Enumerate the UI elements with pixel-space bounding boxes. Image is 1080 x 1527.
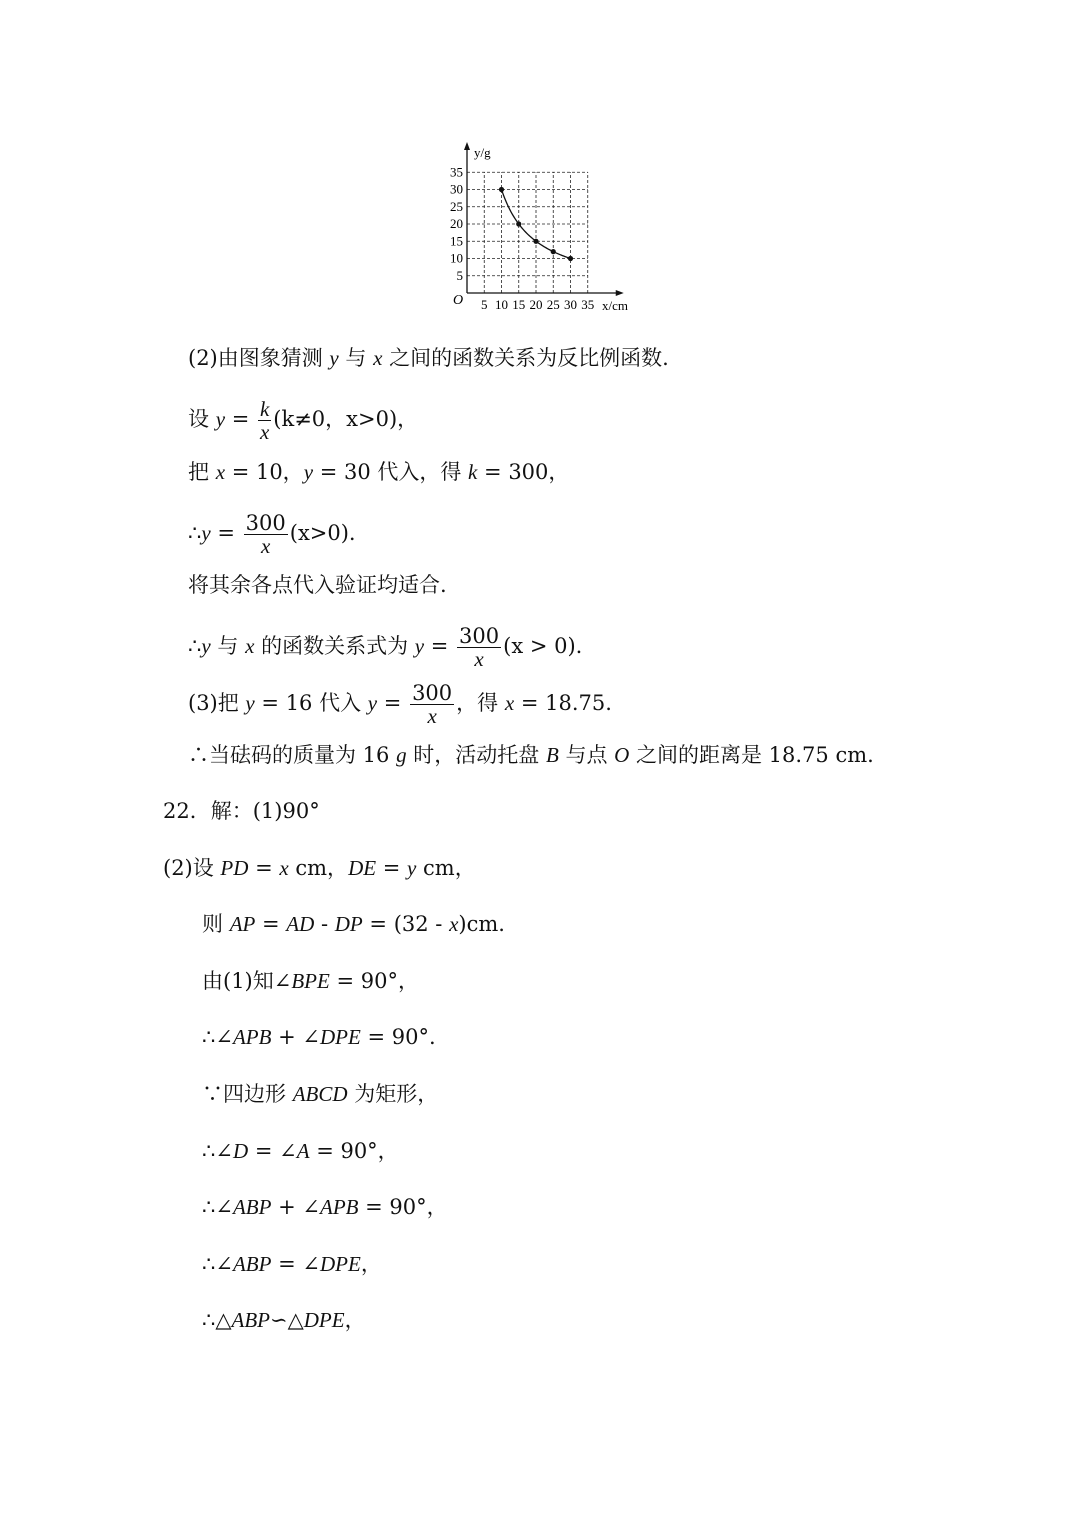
chart-grid: [467, 172, 588, 293]
y-tick-label: 5: [456, 267, 463, 283]
line-abp-apb: ∴∠ABP + ∠APB = 90°，: [202, 1195, 448, 1219]
y-tick-label: 20: [450, 216, 463, 231]
line-abp-dpe: ∴∠ABP = ∠DPE，: [202, 1252, 382, 1276]
x-tick-label: 5: [481, 297, 488, 312]
fraction-k-over-x: $\frac{k}{x}$: [259, 397, 270, 444]
question-22-heading: 22．解：(1)90°: [163, 799, 320, 823]
x-tick-label: 35: [581, 297, 595, 312]
data-point: [499, 187, 504, 192]
y-axis-arrow: [464, 142, 470, 150]
inverse-proportion-graph: [420, 140, 680, 320]
chart-points: [499, 187, 573, 261]
x-tick-label: 25: [546, 297, 560, 312]
line-part-3: (3)把 y = 16 代入 y = $\frac{300}{x}$ ，得 x = 18.75.: [188, 681, 612, 728]
line-result-1: ∴y = $\frac{300}{x}$ (x>0).: [188, 511, 356, 558]
line-angle-d-a: ∴∠D = ∠A = 90°，: [202, 1139, 399, 1163]
data-point: [533, 239, 538, 244]
fraction-300-over-x: $\frac{300}{x}$: [412, 681, 453, 728]
data-point: [551, 249, 556, 254]
x-tick-label: 30: [564, 297, 577, 312]
x-axis-arrow: [616, 290, 624, 296]
line-2-guess: (2)由图象猜测 y 与 x 之间的函数关系为反比例函数.: [188, 346, 669, 370]
fitted-curve: [502, 190, 571, 259]
origin-label: O: [453, 293, 464, 308]
x-axis-label: x/cm: [602, 298, 628, 313]
line-assume: 设 y = $\frac{k}{x}$ (k≠0，x>0)，: [188, 397, 419, 444]
y-tick-label: 25: [450, 198, 463, 214]
line-substitute: 把 x = 10，y = 30 代入，得 k = 300，: [188, 460, 570, 484]
line-22-2-setup: (2)设 PD = x cm，DE = y cm，: [163, 856, 476, 880]
line-bpe: 由(1)知∠BPE = 90°，: [202, 969, 419, 993]
chart-axes: [464, 142, 624, 296]
line-verify: 将其余各点代入验证均适合.: [188, 573, 447, 597]
fraction-300-over-x: $\frac{300}{x}$: [245, 511, 286, 558]
y-tick-label: 15: [450, 233, 463, 249]
line-conclusion: ∴当砝码的质量为 16 g 时，活动托盘 B 与点 O 之间的距离是 18.75 cm.: [188, 743, 874, 767]
y-tick-label: 35: [450, 164, 463, 180]
line-ap: 则 AP = AD - DP = (32 - x)cm.: [202, 912, 505, 936]
x-tick-label: 20: [529, 297, 543, 312]
fraction-300-over-x: $\frac{300}{x}$: [459, 624, 500, 671]
y-tick-label: 10: [450, 250, 463, 266]
line-similar: ∴△ABP∽△DPE，: [202, 1308, 366, 1332]
x-tick-label: 10: [495, 297, 508, 312]
data-point: [516, 221, 521, 226]
y-tick-label: 30: [450, 181, 463, 197]
line-apb-dpe: ∴∠APB + ∠DPE = 90°.: [202, 1025, 436, 1049]
y-axis-label: y/g: [474, 145, 491, 160]
chart-tick-labels: [450, 164, 594, 312]
data-point: [568, 256, 573, 261]
line-relation: ∴y 与 x 的函数关系式为 y = $\frac{300}{x}$ (x > 0).: [188, 624, 583, 671]
x-tick-label: 15: [512, 297, 526, 312]
line-rectangle: ∵四边形 ABCD 为矩形，: [202, 1082, 439, 1106]
